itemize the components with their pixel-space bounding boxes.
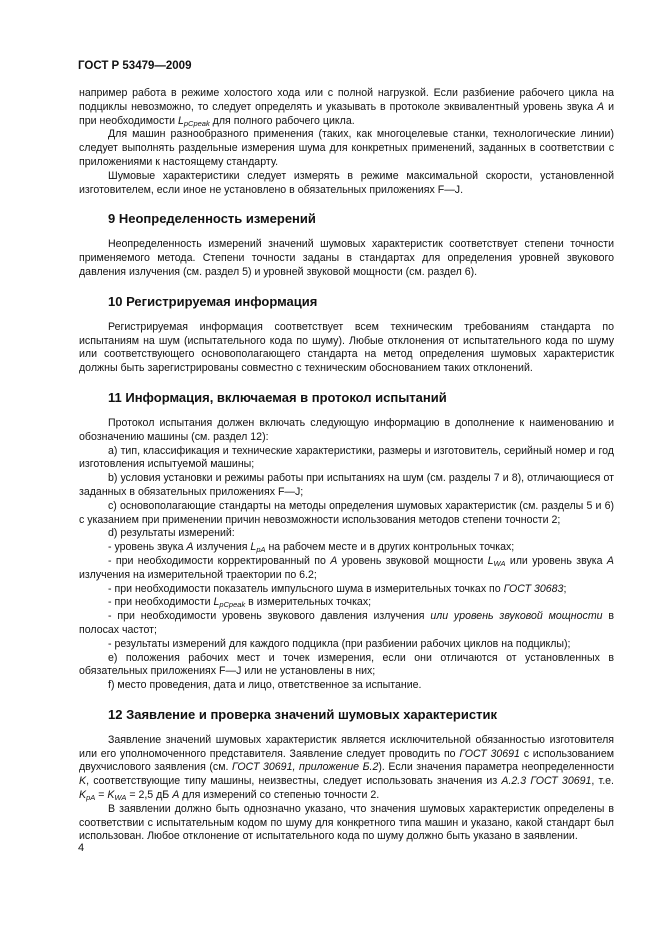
section-12-paragraph-1: Заявление значений шумовых характеристик является исключительной обязанностью изготовителя или его уполномоченного представителя. Заявление следует проводить по ГОСТ 30691 с использованием двухчислового заявления (см. ГОСТ 30691, приложение Б.2). Если значения параметра неопределенности K, соответствующие типу машины, неизвестны, следует использовать значения из А.2.3 ГОСТ 30691, т.е. $K_{pA} = K_{WA} = 2,5$ дБ A для измерений со степенью точности 2. (79, 733, 615, 803)
section-9-title: 9 Неопределенность измерений (108, 211, 316, 227)
list-item-d2: - при необходимости корректированный по A уровень звуковой мощности $L_{WA}$ или уровень звука A излучения на измерительной траектории по 6.2; (79, 554, 614, 581)
intro-paragraph-3: Шумовые характеристики следует измерять в режиме максимальной скорости, установленной изготовителем, если иное не установлено в обязательных приложениях F—J. (79, 169, 614, 196)
page-content (79, 87, 614, 844)
section-12-paragraph-2: В заявлении должно быть однозначно указано, что значения шумовых характеристик определены в соответствии с испытательным кодом по шуму для конкретного типа машин и указано, какой стандарт был использован. Любое отклонение от испытательного кода по шуму должно быть указано в заявлении. (79, 802, 614, 843)
list-item-c: с) основополагающие стандарты на методы определения шумовых характеристик (см. разделы 5 и 6) с указанием при применении причин невозможности использования методов степени точности 2; (79, 499, 614, 526)
section-10-paragraph: Регистрируемая информация соответствует всем техническим требованиям стандарта по испытаниям на шум (испытательного кода по шуму). Любые отклонения от испытательного кода по шуму или соответствующего основополагающего стандарта на метод определения шумовых характеристик должны быть зарегистрированы совместно с техническим обоснованием таких отклонений. (79, 320, 614, 375)
list-item-d: d) результаты измерений: (108, 527, 235, 540)
list-item-b: b) условия установки и режимы работы при испытаниях на шум (см. разделы 7 и 8), отличающиеся от заданных в обязательных приложениях F—J; (79, 472, 614, 498)
section-10-title: 10 Регистрируемая информация (108, 293, 318, 309)
list-item-d4: - при необходимости $L_{pCpeak}$ в измерительных точках; (108, 596, 372, 610)
section-11-title: 11 Информация, включаемая в протокол испытаний (108, 389, 447, 405)
list-item-d3: - при необходимости показатель импульсного шума в измерительных точках по ГОСТ 30683; (108, 582, 567, 595)
intro-paragraph-1: например работа в режиме холостого хода или с полной нагрузкой. Если разбиение рабочего цикла на подциклы невозможно, то следует определять и указывать в протоколе эквивалентный уровень звука A и при необходимости $L_{pCpeak}$ для полного рабочего цикла. (79, 87, 614, 128)
list-item-a: а) тип, классификация и технические характеристики, размеры и изготовитель, серийный номер и год изготовления испытуемой машины; (79, 444, 614, 471)
list-item-d1: - уровень звука A излучения $L_{pA}$ на рабочем месте и в других контрольных точках; (108, 541, 515, 555)
section-9-paragraph: Неопределенность измерений значений шумовых характеристик соответствует степени точности применяемого метода. Степени точности заданы в стандартах для определения уровней звукового давления излучения (см. раздел 5) и уровней звуковой мощности (см. раздел 6). (79, 238, 614, 278)
section-12-title: 12 Заявление и проверка значений шумовых характеристик (108, 706, 497, 722)
list-item-e: е) положения рабочих мест и точек измерения, если они отличаются от установленных в обязательных приложениях F—J или не установлены в них; (79, 651, 614, 678)
document-header: ГОСТ Р 53479—2009 (78, 60, 192, 72)
page-number: 4 (78, 842, 85, 854)
list-item-f: f) место проведения, дата и лицо, ответственное за испытание. (108, 679, 422, 692)
list-item-d5: - при необходимости уровень звукового давления излучения или уровень звуковой мощности в полосах частот; (79, 610, 615, 636)
section-11-paragraph: Протокол испытания должен включать следующую информацию в дополнение к наименованию и обозначению машины (см. раздел 12): (79, 416, 614, 443)
list-item-d6: - результаты измерений для каждого подцикла (при разбиении рабочих циклов на подциклы); (108, 637, 571, 650)
intro-paragraph-2: Для машин разнообразного применения (таких, как многоцелевые станки, технологические линии) следует выполнять раздельные измерения шума для конкретных применений, заданных в соответствии с приложениями к настоящему стандарту. (79, 128, 614, 168)
